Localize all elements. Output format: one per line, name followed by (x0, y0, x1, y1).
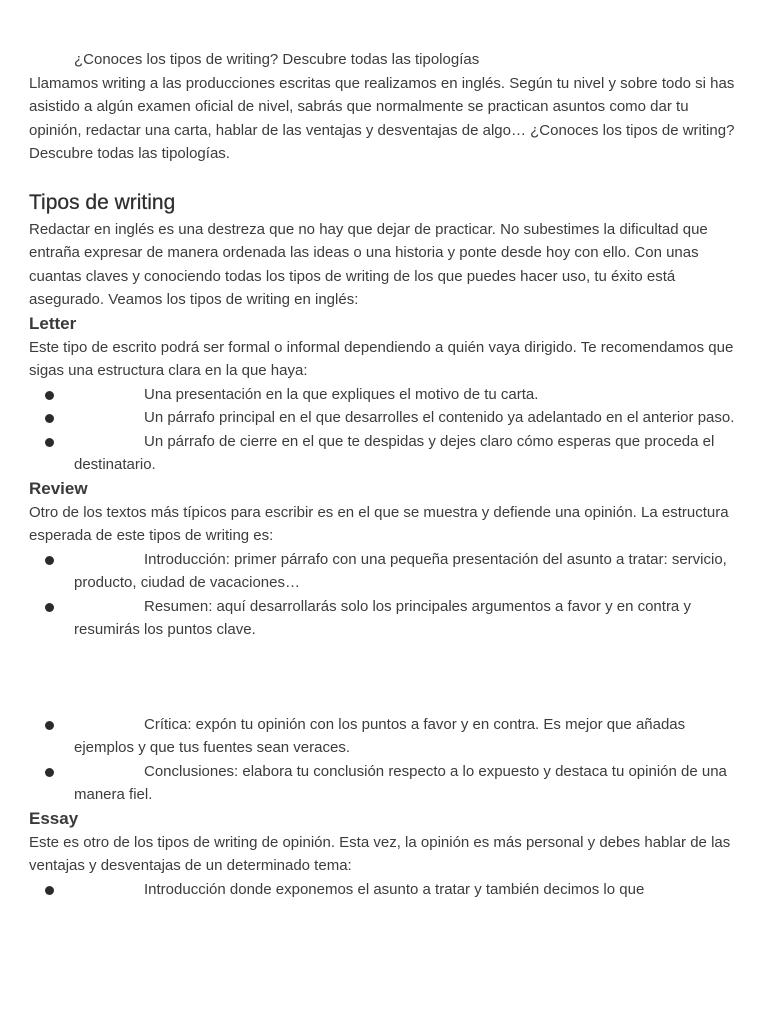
page-break-gap (29, 642, 741, 713)
list-item (29, 548, 741, 595)
letter-list (29, 383, 741, 477)
bullet-icon (45, 556, 54, 565)
list-item-text: Un párrafo principal en el que desarrolles el contenido ya adelantado en el anterior paso. (144, 409, 735, 426)
list-item (29, 406, 741, 430)
list-item-text: Conclusiones: elabora tu conclusión respecto a lo expuesto y destaca tu opinión de una manera fiel. (74, 762, 727, 803)
list-item-text: Resumen: aquí desarrollarás solo los principales argumentos a favor y en contra y resumirás los puntos clave. (74, 597, 691, 638)
letter-heading: Letter (29, 313, 77, 333)
list-item (29, 878, 741, 902)
review-list-continued (29, 713, 741, 807)
list-item (29, 760, 741, 807)
list-item (29, 430, 741, 477)
bullet-icon (45, 438, 54, 447)
review-list (29, 548, 741, 642)
bullet-icon (45, 721, 54, 730)
list-item-text: Una presentación en la que expliques el motivo de tu carta. (144, 385, 539, 403)
list-item (29, 383, 741, 407)
bullet-icon (45, 414, 54, 423)
review-heading: Review (29, 478, 88, 498)
list-item-text: Un párrafo de cierre en el que te despidas y dejes claro cómo esperas que proceda el destinatario. (74, 432, 715, 473)
review-paragraph: Otro de los textos más típicos para escribir es en el que se muestra y defiende una opinión. La estructura esperada de este tipos de writing es: (29, 503, 729, 544)
list-item (29, 595, 741, 642)
intro-title: ¿Conoces los tipos de writing? Descubre todas las tipologías (74, 51, 480, 68)
letter-paragraph: Este tipo de escrito podrá ser formal o informal dependiendo a quién vaya dirigido. Te recomendamos que sigas una estructura clara en la que haya: (29, 338, 734, 379)
essay-list (29, 878, 741, 902)
tipos-paragraph: Redactar en inglés es una destreza que no hay que dejar de practicar. No subestimes la dificultad que entraña expresar de manera ordenada las ideas o una historia y ponte desde hoy con ello. Con unas cuantas claves y conociendo todas los tipos de writing de los que puedes hacer uso, tu éxito está asegurado. Veamos los tipos de writing en inglés: (29, 220, 708, 308)
bullet-icon (45, 603, 54, 612)
tipos-heading: Tipos de writing (29, 190, 176, 214)
bullet-icon (45, 768, 54, 777)
intro-paragraph: Llamamos writing a las producciones escritas que realizamos en inglés. Según tu nivel y sobre todo si has asistido a algún examen oficial de nivel, sabrás que normalmente se practican asuntos como dar tu opinión, redactar una carta, hablar de las ventajas y desventajas de algo… ¿Conoces los tipos de writing? Descubre todas las tipologías. (29, 74, 735, 162)
bullet-icon (45, 886, 54, 895)
list-item-text: Introducción donde exponemos el asunto a tratar y también decimos lo que (144, 880, 645, 898)
list-item-text: Crítica: expón tu opinión con los puntos a favor y en contra. Es mejor que añadas ejemplos y que tus fuentes sean veraces. (74, 715, 686, 756)
essay-heading: Essay (29, 808, 79, 828)
bullet-icon (45, 391, 54, 400)
essay-paragraph: Este es otro de los tipos de writing de opinión. Esta vez, la opinión es más personal y debes hablar de las ventajas y desventajas de un determinado tema: (29, 833, 731, 874)
list-item (29, 713, 741, 760)
document-page (29, 48, 741, 901)
list-item-text: Introducción: primer párrafo con una pequeña presentación del asunto a tratar: servicio, producto, ciudad de vacaciones… (74, 550, 727, 591)
